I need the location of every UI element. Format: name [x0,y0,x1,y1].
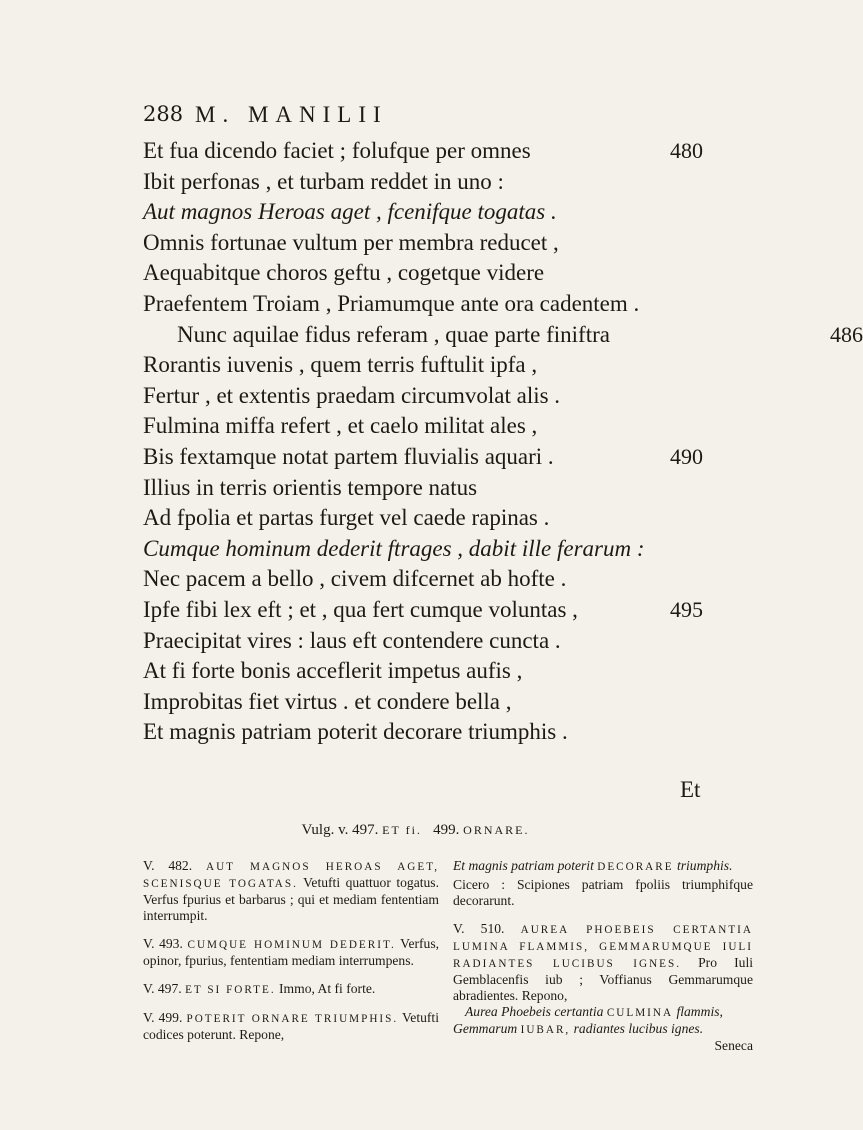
commentary-note: Gemmarum IUBAR, radiantes lucibus ignes. [453,1021,704,1036]
line-number: 490 [670,444,703,469]
commentary-note: V. 510. AUREA PHOEBEIS CERTANTIA LUMINA FLAMMIS, GEMMARUMQUE IULI RADIANTES LUCIBUS IGNES. Pro Iuli Gemblacenfis iub ; Voffianus Gemmarumque abradientes. Repono, [453,921,753,1003]
verse-line [143,687,703,717]
verse-line [143,228,703,258]
verse-text: Et magnis patriam poterit decorare triumphis . [143,719,568,745]
verse-text: Cumque hominum dederit ftrages , dabit ille ferarum : [143,535,645,561]
verse-line [143,595,703,625]
verse-line [177,320,863,350]
verse-text: Improbitas fiet virtus . et condere bella , [143,688,512,714]
commentary-note: V. 482. AUT MAGNOS HEROAS AGET, SCENISQUE TOGATAS. Vetufti quattuor togatus. Verfus fpurius et barbarus ; qui et mediam fententiam interrumpit. [143,858,440,923]
verse-line [143,626,703,656]
commentary-note: Et magnis patriam poterit DECORARE triumphis. [453,858,733,873]
verse-line [143,534,703,564]
verse-text: At fi forte bonis acceflerit impetus aufis , [143,658,523,684]
verse-text: Praecipitat vires : laus eft contendere cuncta . [143,627,561,653]
verse-text: Omnis fortunae vultum per membra reducet , [143,229,559,255]
commentary-note: V. 493. CUMQUE HOMINUM DEDERIT. Verfus, opinor, fpurius, fententiam mediam interrumpens. [143,936,440,968]
running-head [143,102,703,132]
running-title: M. MANILII [195,102,388,127]
verse-text: Fulmina miffa refert , et caelo militat ales , [143,413,538,439]
verse-text: Aequabitque choros geftu , cogetque videre [143,260,545,286]
commentary-right-column [453,858,753,1054]
commentary-note: Aurea Phoebeis certantia CULMINA flammis, [465,1004,723,1019]
line-number: 480 [670,138,703,163]
verse-line [143,442,703,472]
catch-word: Et [680,777,701,802]
variant-reading-note [0,822,801,839]
verse-line [143,656,703,686]
variant-reading-2: ORNARE. [463,823,530,837]
verse-text: Nec pacem a bello , civem difcernet ab hofte . [143,566,567,592]
verse-text: Ipfe fibi lex eft ; et , qua fert cumque voluntas , [143,597,578,622]
verse-line [143,381,703,411]
verse-line [143,167,703,197]
verse-text: Nunc aquilae fidus referam , quae parte finiftra [177,321,610,347]
line-number: 495 [670,597,703,622]
verse-text: Bis fextamque notat partem fluvialis aquari . [143,444,554,469]
verse-text: Illius in terris orientis tempore natus [143,474,478,500]
verse-text: Rorantis iuvenis , quem terris fuftulit ipfa , [143,352,538,378]
verse-line [143,411,703,441]
commentary-left-column [143,858,439,1055]
verse-line [143,197,703,227]
verse-text: Ibit perfonas , et turbam reddet in uno : [143,168,504,194]
variant-lead: Vulg. v. 497. [301,822,379,838]
commentary-note: V. 499. POTERIT ORNARE TRIUMPHIS. Vetufti codices poterunt. Repone, [143,1010,439,1042]
verse-line [143,258,703,288]
verse-line [143,136,703,166]
verse-line [143,717,703,747]
commentary-note: Cicero : Scipiones patriam fpoliis triumphifque decorarunt. [453,877,753,908]
verse-text: Praefentem Troiam , Priamumque ante ora cadentem . [143,291,640,316]
verse-text: Ad fpolia et partas furget vel caede rapinas . [143,505,550,531]
line-number: 486 [830,321,863,347]
verse-line [143,289,703,319]
verse-line [143,503,703,533]
verse-text: Aut magnos Heroas aget , fcenifque togatas . [143,199,557,225]
commentary-note: V. 497. ET SI FORTE. Immo, At fi forte. [143,981,376,996]
verse-line [143,350,703,380]
verse-line [143,564,703,594]
verse-text: Fertur , et extentis praedam circumvolat alis . [143,382,561,408]
variant-num-2: 499. [433,822,460,838]
verse-text: Et fua dicendo faciet ; folufque per omnes [143,138,531,163]
verse-line [143,473,703,503]
variant-reading-1: ET fi. [382,823,422,837]
page-number: 288 [143,102,184,126]
catch-word-notes: Seneca [714,1038,753,1053]
